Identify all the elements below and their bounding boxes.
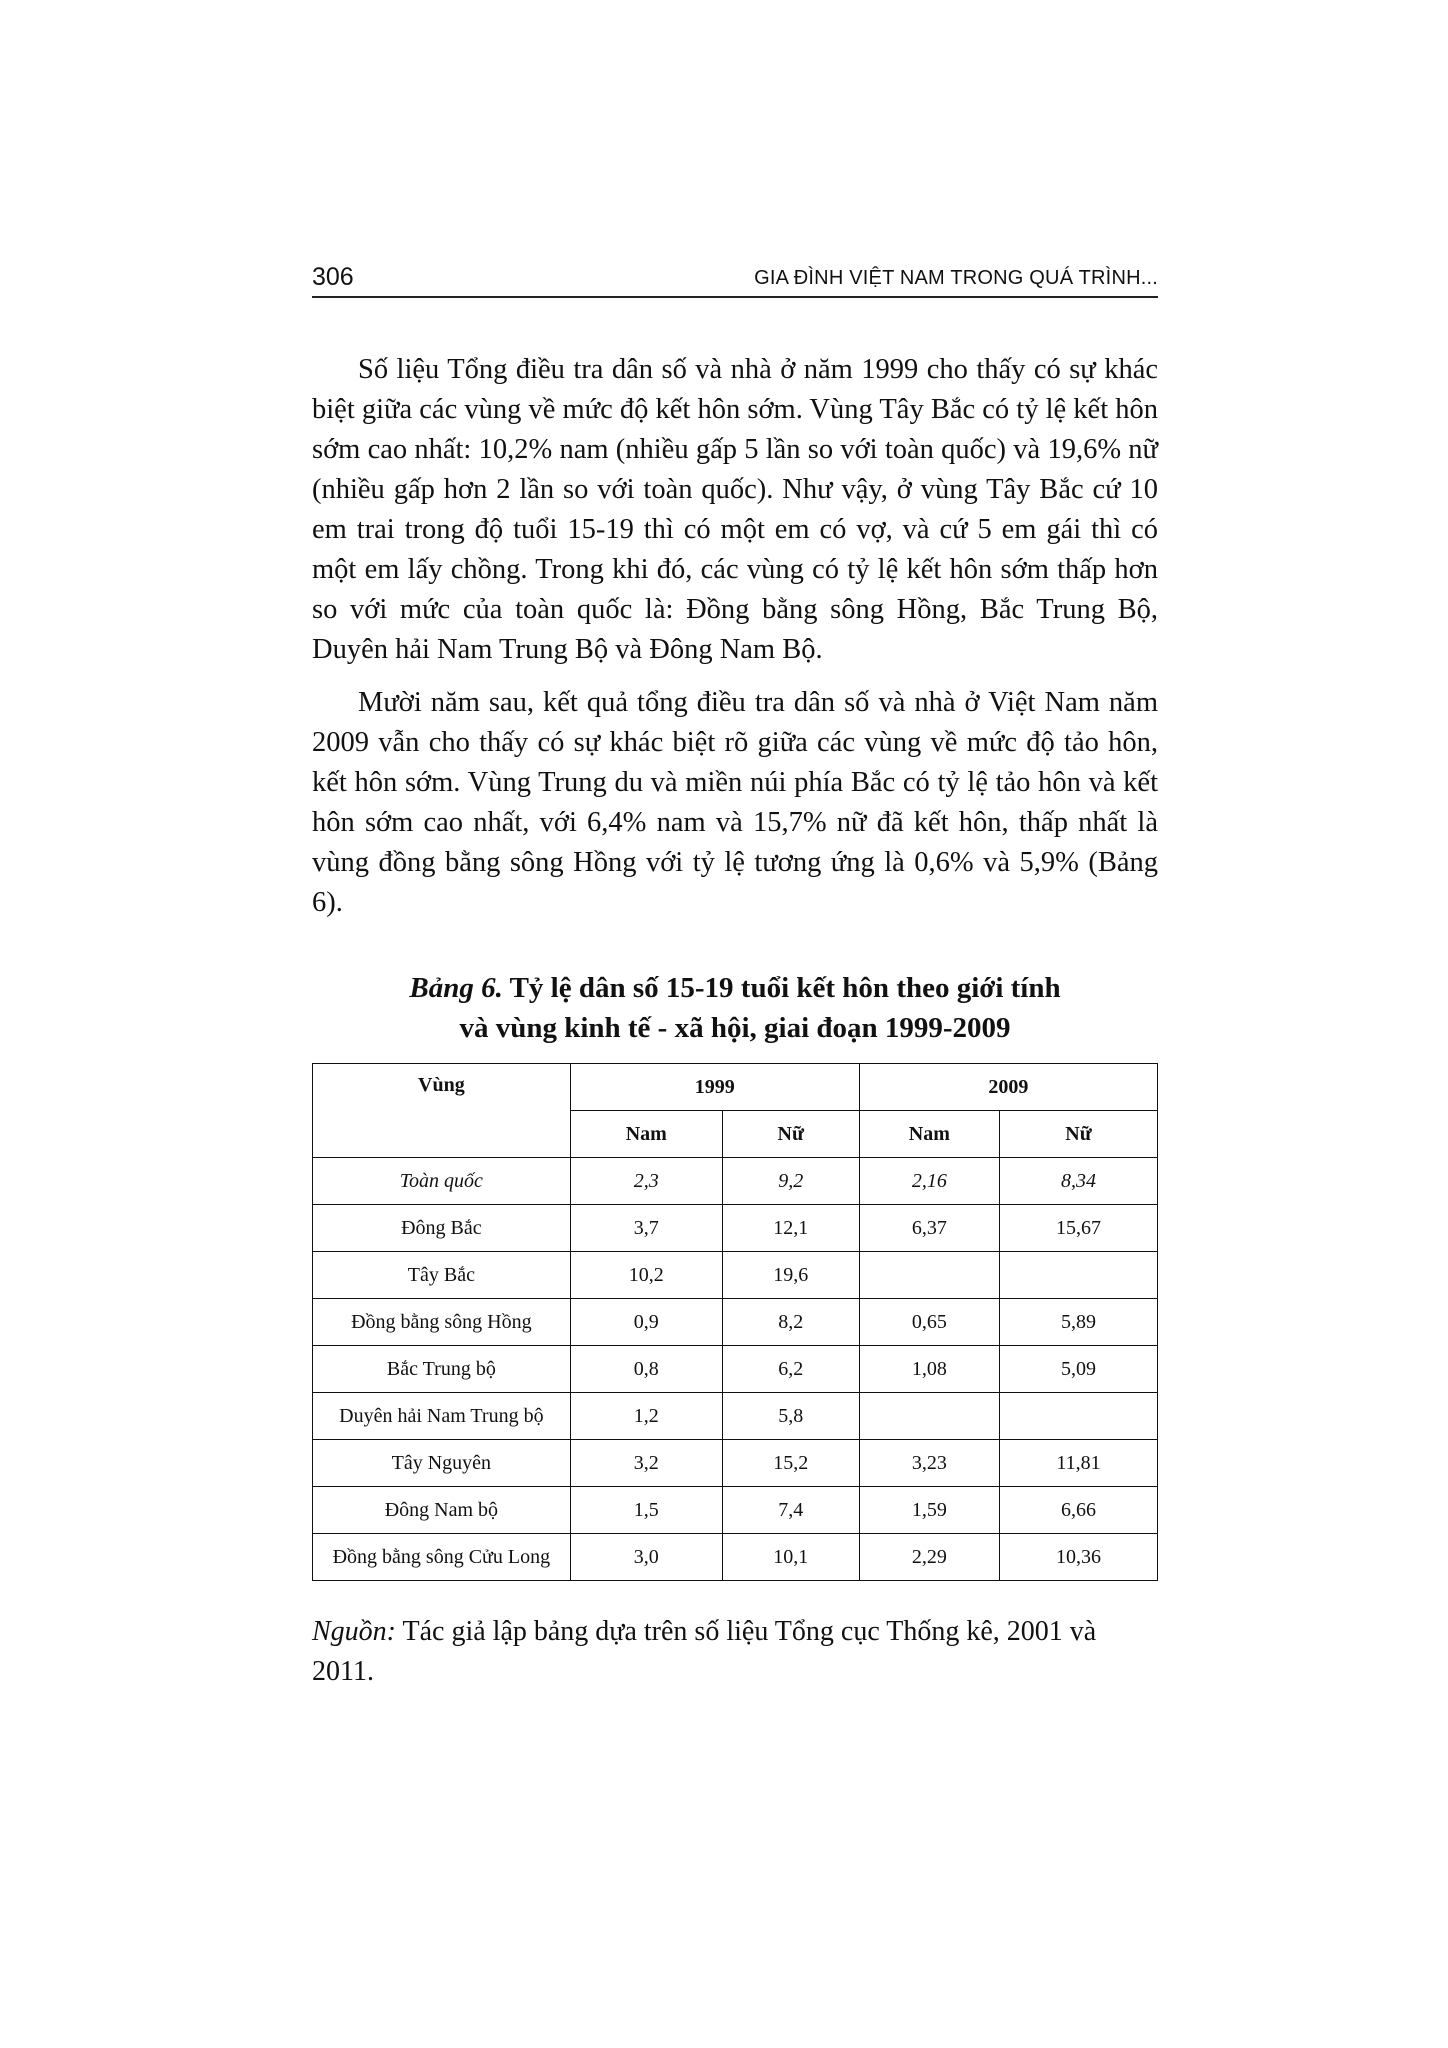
value-cell: 9,2 [722, 1158, 859, 1205]
table-caption [312, 968, 1158, 1048]
value-cell: 6,66 [999, 1487, 1157, 1534]
value-cell: 3,2 [570, 1440, 722, 1487]
body-text [312, 350, 1158, 936]
table-header-row [313, 1064, 1158, 1111]
value-cell: 1,59 [859, 1487, 999, 1534]
table-caption-line1: Tỷ lệ dân số 15-19 tuổi kết hôn theo giới tính [502, 972, 1061, 1004]
value-cell: 15,2 [722, 1440, 859, 1487]
table-row [313, 1252, 1158, 1299]
value-cell: 2,16 [859, 1158, 999, 1205]
table-row [313, 1534, 1158, 1581]
value-cell: 5,89 [999, 1299, 1157, 1346]
table-row [313, 1205, 1158, 1252]
table-row [313, 1299, 1158, 1346]
page-number: 306 [312, 263, 354, 291]
source-note [312, 1612, 1158, 1692]
column-header-female-2009: Nữ [999, 1111, 1157, 1158]
paragraph: Mười năm sau, kết quả tổng điều tra dân số và nhà ở Việt Nam năm 2009 vẫn cho thấy có sự khác biệt rõ giữa các vùng về mức độ tảo hôn, kết hôn sớm. Vùng Trung du và miền núi phía Bắc có tỷ lệ tảo hôn và kết hôn sớm cao nhất, với 6,4% nam và 15,7% nữ đã kết hôn, thấp nhất là vùng đồng bằng sông Hồng với tỷ lệ tương ứng là 0,6% và 5,9% (Bảng 6). [312, 687, 1158, 918]
value-cell: 6,37 [859, 1205, 999, 1252]
value-cell: 5,09 [999, 1346, 1157, 1393]
region-cell: Duyên hải Nam Trung bộ [313, 1393, 571, 1440]
table-caption-line2: và vùng kinh tế - xã hội, giai đoạn 1999-2009 [459, 1012, 1011, 1044]
table-row [313, 1158, 1158, 1205]
column-header-region: Vùng [313, 1064, 571, 1158]
value-cell [859, 1393, 999, 1440]
value-cell: 8,34 [999, 1158, 1157, 1205]
column-header-year-1999: 1999 [570, 1064, 859, 1111]
value-cell: 15,67 [999, 1205, 1157, 1252]
value-cell: 2,3 [570, 1158, 722, 1205]
value-cell [999, 1393, 1157, 1440]
table-row [313, 1346, 1158, 1393]
region-cell: Tây Nguyên [313, 1440, 571, 1487]
running-header [312, 262, 1158, 298]
marriage-rate-table [312, 1063, 1158, 1581]
region-cell: Đông Bắc [313, 1205, 571, 1252]
column-header-male-2009: Nam [859, 1111, 999, 1158]
column-header-female-1999: Nữ [722, 1111, 859, 1158]
value-cell: 0,8 [570, 1346, 722, 1393]
table-row [313, 1393, 1158, 1440]
region-cell: Toàn quốc [313, 1158, 571, 1205]
value-cell: 10,36 [999, 1534, 1157, 1581]
value-cell: 0,9 [570, 1299, 722, 1346]
source-text: Tác giả lập bảng dựa trên số liệu Tổng cục Thống kê, 2001 và 2011. [312, 1616, 1097, 1687]
table-row [313, 1440, 1158, 1487]
paragraph: Số liệu Tổng điều tra dân số và nhà ở năm 1999 cho thấy có sự khác biệt giữa các vùng về mức độ kết hôn sớm. Vùng Tây Bắc có tỷ lệ kết hôn sớm cao nhất: 10,2% nam (nhiều gấp 5 lần so với toàn quốc) và 19,6% nữ (nhiều gấp hơn 2 lần so với toàn quốc). Như vậy, ở vùng Tây Bắc cứ 10 em trai trong độ tuổi 15-19 thì có một em có vợ, và cứ 5 em gái thì có một em lấy chồng. Trong khi đó, các vùng có tỷ lệ kết hôn sớm thấp hơn so với mức của toàn quốc là: Đồng bằng sông Hồng, Bắc Trung Bộ, Duyên hải Nam Trung Bộ và Đông Nam Bộ. [312, 354, 1158, 665]
value-cell: 3,7 [570, 1205, 722, 1252]
value-cell: 11,81 [999, 1440, 1157, 1487]
value-cell: 5,8 [722, 1393, 859, 1440]
value-cell: 1,08 [859, 1346, 999, 1393]
value-cell: 3,0 [570, 1534, 722, 1581]
value-cell [999, 1252, 1157, 1299]
value-cell: 10,2 [570, 1252, 722, 1299]
source-label: Nguồn: [312, 1616, 396, 1647]
region-cell: Đồng bằng sông Hồng [313, 1299, 571, 1346]
table-row [313, 1487, 1158, 1534]
value-cell: 3,23 [859, 1440, 999, 1487]
book-title: GIA ĐÌNH VIỆT NAM TRONG QUÁ TRÌNH... [754, 267, 1158, 289]
value-cell: 8,2 [722, 1299, 859, 1346]
value-cell: 2,29 [859, 1534, 999, 1581]
value-cell [859, 1252, 999, 1299]
value-cell: 12,1 [722, 1205, 859, 1252]
value-cell: 0,65 [859, 1299, 999, 1346]
value-cell: 19,6 [722, 1252, 859, 1299]
table-caption-label: Bảng 6. [409, 972, 503, 1004]
region-cell: Tây Bắc [313, 1252, 571, 1299]
column-header-year-2009: 2009 [859, 1064, 1157, 1111]
region-cell: Đồng bằng sông Cửu Long [313, 1534, 571, 1581]
value-cell: 10,1 [722, 1534, 859, 1581]
value-cell: 1,5 [570, 1487, 722, 1534]
region-cell: Bắc Trung bộ [313, 1346, 571, 1393]
column-header-male-1999: Nam [570, 1111, 722, 1158]
value-cell: 7,4 [722, 1487, 859, 1534]
value-cell: 1,2 [570, 1393, 722, 1440]
region-cell: Đông Nam bộ [313, 1487, 571, 1534]
value-cell: 6,2 [722, 1346, 859, 1393]
